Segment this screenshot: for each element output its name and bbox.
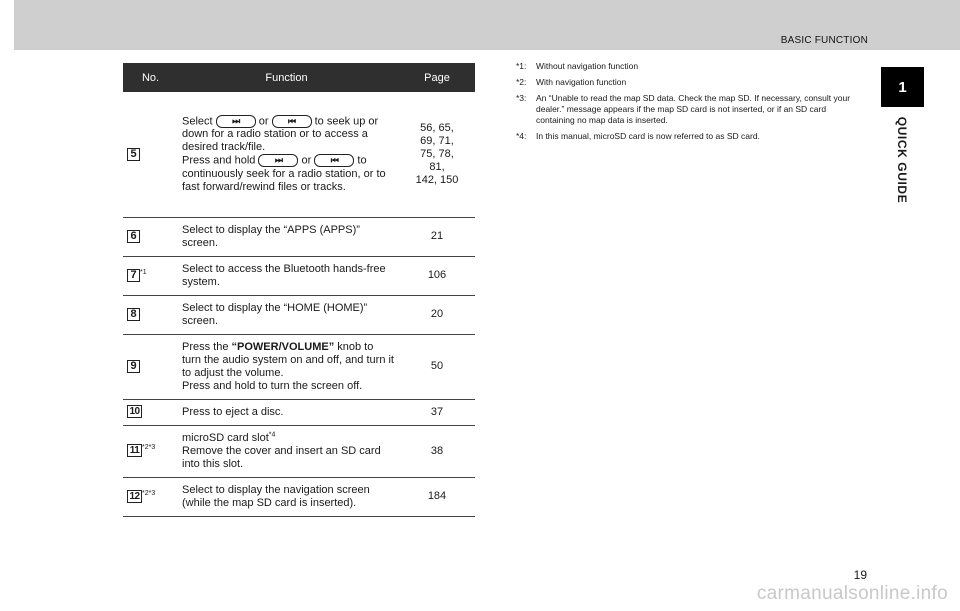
watermark: carmanualsonline.info xyxy=(756,583,948,604)
row-number: 6 xyxy=(127,230,140,243)
header-no: No. xyxy=(123,63,174,92)
page-number: 19 xyxy=(853,568,867,582)
knob-name: “POWER/VOLUME” xyxy=(231,340,335,353)
row-number: 7 xyxy=(127,269,140,282)
footnote: *1: Without navigation function xyxy=(516,61,639,71)
row-number: 8 xyxy=(127,308,140,321)
row-number-cell xyxy=(123,399,174,425)
page-cell: 50 xyxy=(399,334,475,399)
page-cell: 184 xyxy=(399,477,475,516)
row-number-cell xyxy=(123,295,174,334)
function-cell: Select to display the navigation screen (while the map SD card is inserted). xyxy=(174,477,399,516)
page-cell: 106 xyxy=(399,256,475,295)
row-number-cell xyxy=(123,334,174,399)
table-row xyxy=(123,334,475,399)
section-title: BASIC FUNCTION xyxy=(780,35,868,46)
seek-up-icon: ⏭ xyxy=(216,115,256,128)
page-cell: 21 xyxy=(399,217,475,256)
header-page: Page xyxy=(399,63,475,92)
chapter-tab: 1 xyxy=(881,67,924,107)
footnotes xyxy=(516,61,866,147)
header-function: Function xyxy=(174,63,399,92)
page-cell: 56, 65, 69, 71, 75, 78, 81, 142, 150 xyxy=(399,92,475,217)
row-number: 10 xyxy=(127,405,142,418)
chapter-label: QUICK GUIDE xyxy=(895,116,909,204)
page-cell: 20 xyxy=(399,295,475,334)
row-number: 9 xyxy=(127,360,140,373)
function-table xyxy=(123,63,475,517)
table-row xyxy=(123,295,475,334)
row-number-cell xyxy=(123,256,174,295)
footnote: *4: In this manual, microSD card is now referred to as SD card. xyxy=(516,131,760,141)
footnote-ref: *4 xyxy=(268,430,276,438)
page-cell: 37 xyxy=(399,399,475,425)
function-cell: microSD card slot$^{*4}$ Remove the cover and insert an SD card into this slot. xyxy=(174,425,399,477)
row-number-cell xyxy=(123,477,174,516)
function-cell: Select to display the “APPS (APPS)” screen. xyxy=(174,217,399,256)
table-row xyxy=(123,399,475,425)
row-number-cell xyxy=(123,92,174,217)
footnote-ref: *2*3 xyxy=(142,444,156,452)
function-cell: Press to eject a disc. xyxy=(174,399,399,425)
seek-up-icon: ⏭ xyxy=(258,154,298,167)
table-row xyxy=(123,425,475,477)
table-row xyxy=(123,256,475,295)
seek-down-icon: ⏮ xyxy=(272,115,312,128)
footnote: *2: With navigation function xyxy=(516,77,627,87)
table-row xyxy=(123,477,475,516)
seek-down-icon: ⏮ xyxy=(314,154,354,167)
row-number: 12 xyxy=(127,490,142,503)
function-cell: Select to display the “HOME (HOME)” screen. xyxy=(174,295,399,334)
table-row xyxy=(123,217,475,256)
function-cell: Select ⏭ or ⏮ to seek up or down for a radio station or to access a desired track/file. Press and hold ⏭ or ⏮ to continuously seek for a radio station, or to fast forward/rewind files or tracks. xyxy=(174,92,399,217)
function-cell: Select to access the Bluetooth hands-free system. xyxy=(174,256,399,295)
page-cell: 38 xyxy=(399,425,475,477)
function-cell: Press the “POWER/VOLUME” knob to turn the audio system on and off, and turn it to adjust the volume. Press and hold to turn the screen off. xyxy=(174,334,399,399)
footnote-ref: *1 xyxy=(140,268,147,276)
row-number: 5 xyxy=(127,148,140,161)
table-row xyxy=(123,92,475,217)
footnote-ref: *2*3 xyxy=(142,489,156,497)
table-header-row xyxy=(123,63,475,92)
row-number: 11 xyxy=(127,444,142,457)
row-number-cell xyxy=(123,217,174,256)
row-number-cell xyxy=(123,425,174,477)
footnote: *3: An “Unable to read the map SD data. Check the map SD. If necessary, consult your dealer.” message appears if the map SD card is not inserted, or if an SD card containing no map data is inserted. xyxy=(516,93,851,125)
